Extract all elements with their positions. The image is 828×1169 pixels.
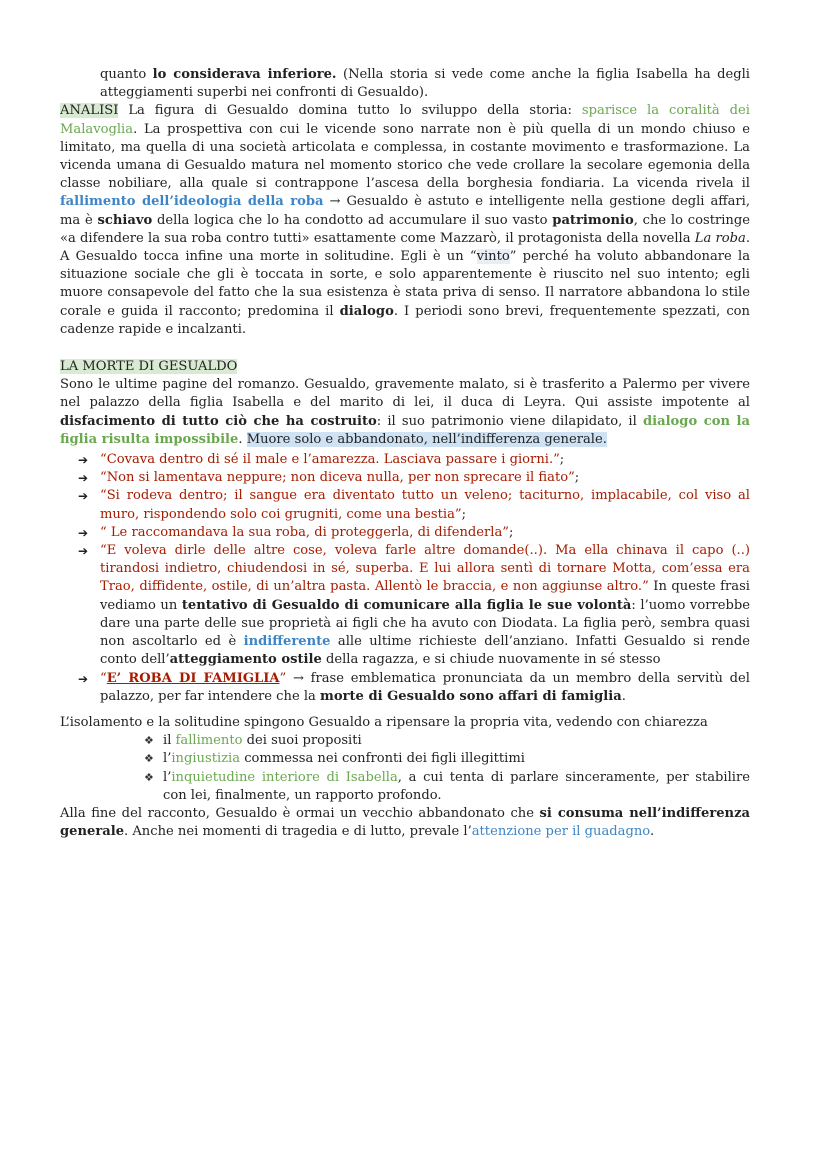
morte-paragraph: Sono le ultime pagine del romanzo. Gesualdo, gravemente malato, si è trasferito a Palermo per vivere nel palazzo della figlia Isabella e del marito di lei, il duca di Leyra. Qui assiste impotente al disfacimento di tutto ciò che ha costruito: il suo patrimonio viene dilapidato, il dialogo con la figlia risulta impossibile. Muore solo e abbandonato, nell’indifferenza generale. [60, 377, 750, 447]
quote-list [60, 451, 750, 706]
spacer [60, 706, 750, 714]
arrow-icon: ➔ [78, 453, 89, 468]
list-item: ➔ “Non si lamentava neppure; non diceva nulla, per non sprecare il fiato”; [100, 469, 750, 487]
intro-paragraph: quanto lo considerava inferiore. (Nella storia si vede come anche la figlia Isabella ha degli atteggiamenti superbi nei confronti di Gesualdo). [100, 67, 750, 101]
list-item: ➔ “ Le raccomandava la sua roba, di proteggerla, di difenderla”; [100, 524, 750, 542]
list-item: ❖ l’inquietudine interiore di Isabella, a cui tenta di parlare sinceramente, per stabilire con lei, finalmente, un rapporto profondo. [144, 769, 751, 803]
analisi-paragraph: ANALISI La figura di Gesualdo domina tutto lo sviluppo della storia: sparisce la coralità dei Malavoglia. La prospettiva con cui le vicende sono narrate non è più quella di un mondo chiuso e limitato, ma quella di una società articolata e complessa, in costante movimento e trasformazione. La vicenda umana di Gesualdo matura nel momento storico che vede crollare la secolare egemonia della classe nobiliare, alla quale si contrappone l’ascesa della borghesia fondiaria. La vicenda rivela il fallimento dell’ideologia della roba → Gesualdo è astuto e intelligente nella gestione degli affari, ma è schiavo della logica che lo ha condotto ad accumulare il suo vasto patrimonio, che lo costringe «a difendere la sua roba contro tutti» esattamente come Mazzarò, il protagonista della novella La roba. A Gesualdo tocca infine una morte in solitudine. Egli è un “vinto” perché ha voluto abbandonare la situazione sociale che gli è toccata in sorte, e solo apparentemente è riuscito nel suo intento; egli muore consapevole del fatto che la sua esistenza è stata priva di senso. Il narratore abbandona lo stile corale e guida il racconto; predomina il dialogo. I periodi sono brevi, frequentemente spezzati, con cadenze rapide e incalzanti. [60, 103, 751, 337]
analisi-label: ANALISI [60, 103, 119, 119]
arrow-icon: ➔ [78, 544, 89, 559]
list-item: ➔ “Si rodeva dentro; il sangue era diventato tutto un veleno; taciturno, implacabile, col viso al muro, rispondendo solo coi grugniti, come una bestia”; [78, 488, 750, 522]
diamond-bullet-icon: ❖ [144, 752, 154, 766]
spacer [60, 339, 750, 358]
reflection-list [60, 732, 750, 805]
arrow-icon: ➔ [78, 471, 89, 486]
list-item: ➔ “E’ ROBA DI FAMIGLIA” → frase emblematica pronunciata da un membro della servitù del palazzo, per far intendere che la morte di Gesualdo sono affari di famiglia. [78, 670, 750, 704]
list-item: ❖ il fallimento dei suoi propositi [163, 732, 750, 750]
finale-paragraph: Alla fine del racconto, Gesualdo è ormai un vecchio abbandonato che si consuma nell’indifferenza generale. Anche nei momenti di tragedia e di lutto, prevale l’attenzione per il guadagno. [60, 805, 750, 840]
diamond-bullet-icon: ❖ [144, 770, 154, 784]
list-item: ➔ “E voleva dirle delle altre cose, voleva farle altre domande(..). Ma ella chinava il capo (..) tirandosi indietro, chiudendosi in sé, superba. E lui allora sentì di tornare Motta, com’essa era Trao, diffidente, ostile, di un’altra pasta. Allentò le braccia, e non aggiunse altro.” In queste frasi vediamo un tentativo di Gesualdo di comunicare alla figlia le sue volontà: l’uomo vorrebbe dare una parte delle sue proprietà ai figli che ha avuto con Diodata. La figlia però, sembra quasi non ascoltarlo ed è indifferente alle ultime richieste dell’anziano. Infatti Gesualdo si rende conto dell’atteggiamento ostile della ragazza, e si chiude nuovamente in sé stesso [78, 543, 750, 668]
section-heading: LA MORTE DI GESUALDO [60, 359, 238, 375]
diamond-bullet-icon: ❖ [144, 734, 154, 748]
isolamento-intro: L’isolamento e la solitudine spingono Gesualdo a ripensare la propria vita, vedendo con chiarezza [60, 714, 708, 730]
list-item: ❖ l’ingiustizia commessa nei confronti dei figli illegittimi [163, 750, 750, 768]
arrow-icon: ➔ [78, 525, 89, 540]
arrow-icon: ➔ [78, 489, 89, 504]
arrow-icon: ➔ [78, 671, 89, 686]
list-item: ➔ “Covava dentro di sé il male e l’amarezza. Lasciava passare i giorni.”; [100, 451, 750, 469]
